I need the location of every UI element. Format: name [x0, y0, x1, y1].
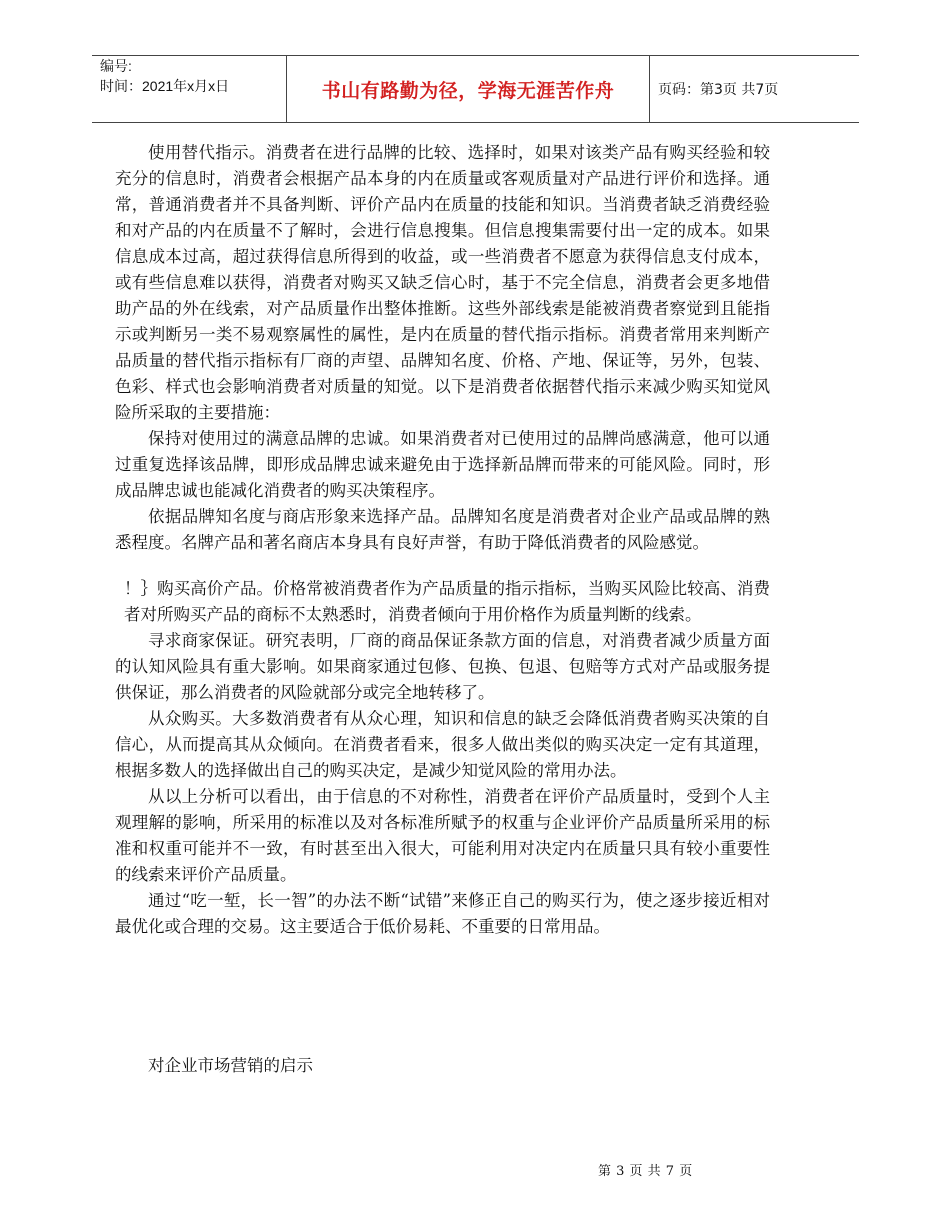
header-page-info: 页码：第3页 共7页: [658, 82, 779, 98]
paragraph-high-price: ！｝购买高价产品。价格常被消费者作为产品质量的指示指标，当购买风险比较高、消费者对所购买产品的商标不太熟悉时，消费者倾向于用价格作为质量判断的线索。: [124, 579, 770, 624]
document-body: [115, 140, 770, 940]
page-header: [92, 55, 859, 123]
paragraph-trial-and-error: 通过“吃一堑，长一智”的办法不断“试错”来修正自己的购买行为，使之逐步接近相对最优化或合理的交易。这主要适合于低价易耗、不重要的日常用品。: [115, 891, 770, 936]
paragraph-substitute-indicators: 使用替代指示。消费者在进行品牌的比较、选择时，如果对该类产品有购买经验和较充分的信息时，消费者会根据产品本身的内在质量或客观质量对产品进行评价和选择。通常，普通消费者并不具备判断、评价产品内在质量的技能和知识。当消费者缺乏消费经验和对产品的内在质量不了解时，会进行信息搜集。但信息搜集需要付出一定的成本。如果信息成本过高，超过获得信息所得到的收益，或一些消费者不愿意为获得信息支付成本，或有些信息难以获得，消费者对购买又缺乏信心时，基于不完全信息，消费者会更多地借助产品的外在线索，对产品质量作出整体推断。这些外部线索是能被消费者察觉到且能指示或判断另一类不易观察属性的属性，是内在质量的替代指示指标。消费者常用来判断产品质量的替代指示指标有厂商的声望、品牌知名度、价格、产地、保证等，另外，包装、色彩、样式也会影响消费者对质量的知觉。以下是消费者依据替代指示来减少购买知觉风险所采取的主要措施：: [115, 143, 770, 422]
page-footer: 第 3 页 共 7 页: [598, 1164, 693, 1179]
header-motto-cell: [286, 56, 650, 122]
paragraph-conformity: 从众购买。大多数消费者有从众心理，知识和信息的缺乏会降低消费者购买决策的自信心，从而提高其从众倾向。在消费者看来，很多人做出类似的购买决定一定有其道理，根据多数人的选择做出自己的购买决定，是减少知觉风险的常用办法。: [115, 709, 770, 780]
section-title: 对企业市场营销的启示: [148, 1056, 313, 1075]
paragraph-analysis: 从以上分析可以看出，由于信息的不对称性，消费者在评价产品质量时，受到个人主观理解的影响，所采用的标准以及对各标准所赋予的权重与企业评价产品质量所采用的标准和权重可能并不一致，有时甚至出入很大，可能利用对决定内在质量只具有较小重要性的线索来评价产品质量。: [115, 787, 770, 884]
paragraph-brand-loyalty: 保持对使用过的满意品牌的忠诚。如果消费者对已使用过的品牌尚感满意，他可以通过重复选择该品牌，即形成品牌忠诚来避免由于选择新品牌而带来的可能风险。同时，形成品牌忠诚也能减化消费者的购买决策程序。: [115, 429, 770, 500]
paragraph-brand-awareness: 依据品牌知名度与商店形象来选择产品。品牌知名度是消费者对企业产品或品牌的熟悉程度。名牌产品和著名商店本身具有良好声誉，有助于降低消费者的风险感觉。: [115, 507, 770, 552]
time-label: 时间：2021年x月x日: [100, 78, 230, 94]
header-meta: [92, 56, 286, 122]
paragraph-merchant-guarantee: 寻求商家保证。研究表明，厂商的商品保证条款方面的信息，对消费者减少质量方面的认知风险具有重大影响。如果商家通过包修、包换、包退、包赔等方式对产品或服务提供保证，那么消费者的风险就部分或完全地转移了。: [115, 631, 770, 702]
motto-text: 书山有路勤为径，学海无涯苦作舟: [321, 79, 615, 102]
number-label: 编号:: [100, 58, 132, 74]
